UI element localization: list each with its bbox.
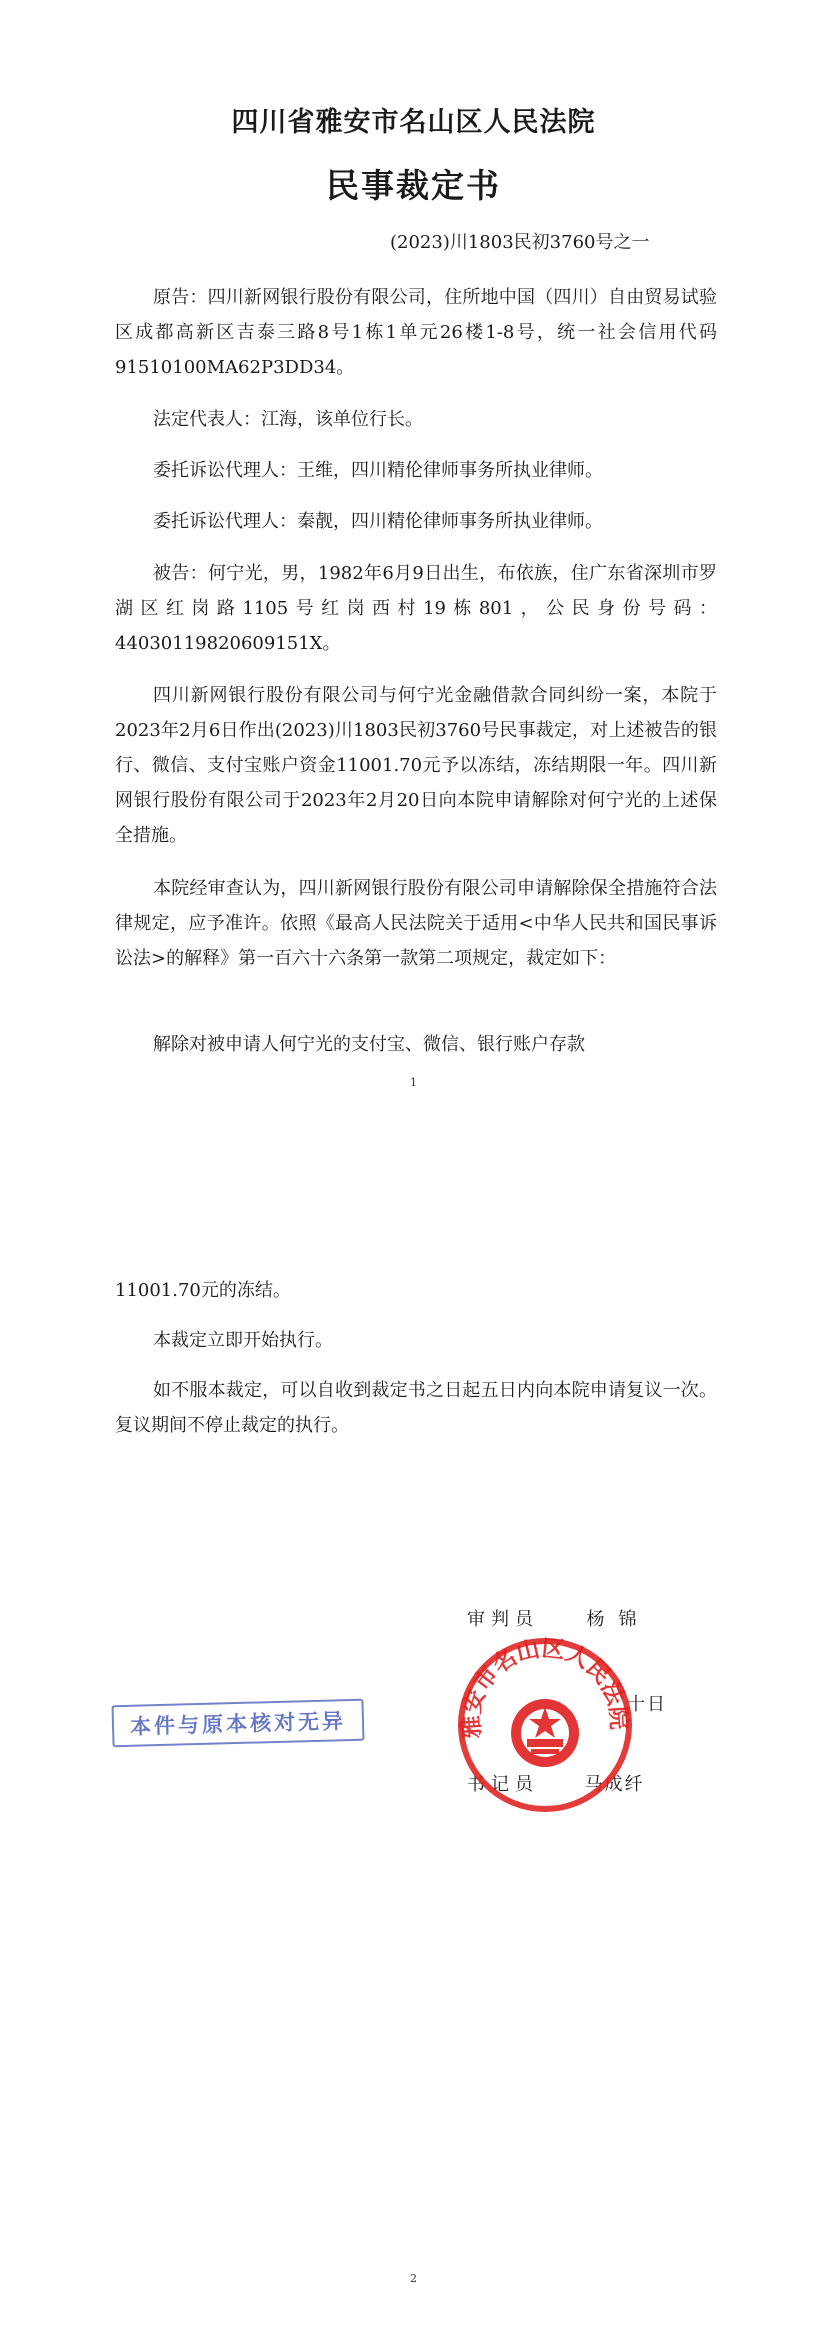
judge-title: 审判员 bbox=[467, 1609, 539, 1630]
national-emblem-icon bbox=[511, 1699, 579, 1767]
court-seal bbox=[455, 1635, 635, 1815]
ruling-paragraph-part1: 解除对被申请人何宁光的支付宝、微信、银行账户存款 bbox=[153, 1034, 585, 1055]
seal-text: 雅安市名山区人民法院 bbox=[458, 1635, 632, 1740]
legal-rep-paragraph: 法定代表人：江海，该单位行长。 bbox=[153, 409, 423, 430]
document-title: 民事裁定书 bbox=[326, 166, 501, 205]
judge-name: 杨锦 bbox=[586, 1609, 651, 1630]
court-name: 四川省雅安市名山区人民法院 bbox=[231, 107, 596, 138]
agent2-paragraph: 委托诉讼代理人：秦靓，四川精伦律师事务所执业律师。 bbox=[153, 511, 603, 532]
appeal-paragraph: 如不服本裁定，可以自收到裁定书之日起五日内向本院申请复议一次。复议期间不停止裁定的执行。 bbox=[115, 1380, 717, 1436]
effective-paragraph: 本裁定立即开始执行。 bbox=[153, 1330, 333, 1351]
judge-signature bbox=[467, 1605, 650, 1631]
clerk-name: 马成纤 bbox=[584, 1774, 645, 1795]
reasoning-paragraph: 本院经审查认为，四川新网银行股份有限公司申请解除保全措施符合法律规定，应予准许。依照《最高人民法院关于适用<中华人民共和国民事诉讼法>的解释》第一百六十六条第一款第二项规定，裁定如下： bbox=[115, 878, 717, 969]
page-number-1: 1 bbox=[410, 1076, 417, 1089]
page-number-2: 2 bbox=[410, 2272, 417, 2285]
ruling-paragraph-part2: 11001.70元的冻结。 bbox=[115, 1280, 291, 1301]
copy-verified-stamp: 本件与原本核对无异 bbox=[111, 1699, 364, 1748]
plaintiff-paragraph: 原告：四川新网银行股份有限公司，住所地中国（四川）自由贸易试验区成都高新区吉泰三路8号1栋1单元26楼1-8号，统一社会信用代码91510100MA62P3DD34。 bbox=[115, 287, 717, 378]
agent1-paragraph: 委托诉讼代理人：王维，四川精伦律师事务所执业律师。 bbox=[153, 460, 603, 481]
date-fragment: 十日 bbox=[627, 1694, 667, 1715]
defendant-paragraph: 被告：何宁光，男，1982年6月9日出生，布依族，住广东省深圳市罗湖区红岗路1105号红岗西村19栋801，公民身份号码：44030119820609151X。 bbox=[115, 563, 717, 654]
facts-paragraph: 四川新网银行股份有限公司与何宁光金融借款合同纠纷一案，本院于2023年2月6日作出(2023)川1803民初3760号民事裁定，对上述被告的银行、微信、支付宝账户资金11001.70元予以冻结，冻结期限一年。四川新网银行股份有限公司于2023年2月20日向本院申请解除对何宁光的上述保全措施。 bbox=[115, 685, 717, 846]
clerk-title: 书记员 bbox=[467, 1774, 539, 1795]
case-number: (2023)川1803民初3760号之一 bbox=[390, 232, 650, 253]
